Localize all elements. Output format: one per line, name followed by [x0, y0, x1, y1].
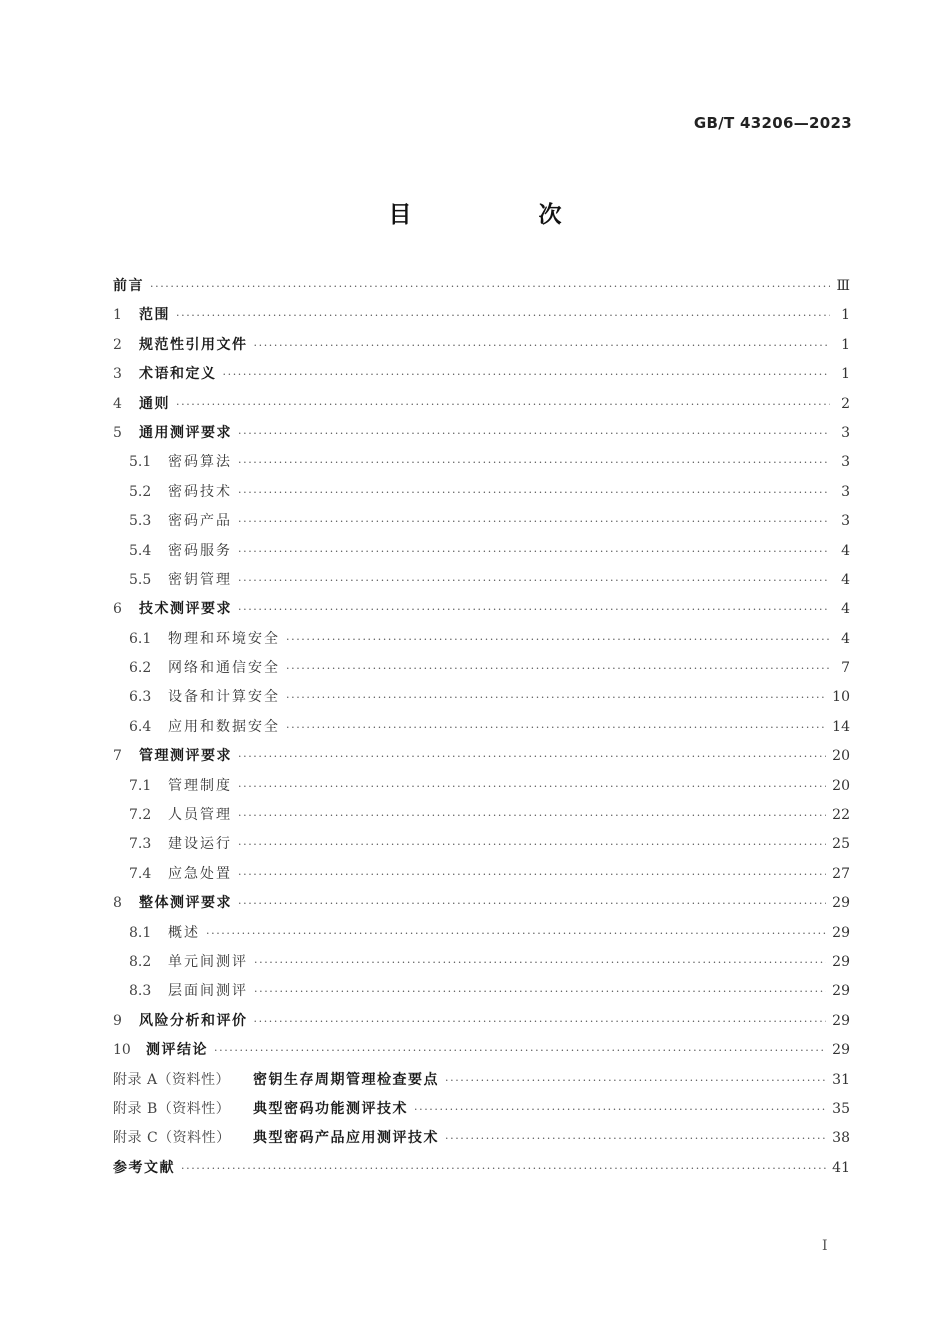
toc-dot-leader [206, 919, 826, 948]
toc-entry-number: 5.3 [129, 513, 152, 530]
toc-entry[interactable] [113, 625, 850, 654]
toc-entry[interactable] [113, 860, 850, 889]
toc-entry-number: 附录 C（资料性） [113, 1130, 231, 1147]
toc-entry-title: 层面间测评 [168, 983, 248, 1000]
toc-entry-page: 29 [832, 953, 850, 970]
toc-entry-page: 3 [841, 483, 850, 500]
toc-entry-number: 3 [113, 366, 122, 383]
toc-entry-title: 技术测评要求 [139, 601, 232, 618]
toc-entry-page: Ⅲ [836, 278, 850, 294]
toc-entry-title: 典型密码产品应用测评技术 [253, 1130, 439, 1147]
toc-entry[interactable] [113, 713, 850, 742]
toc-entry[interactable] [113, 272, 850, 301]
toc-dot-leader [238, 566, 830, 595]
toc-entry-page: 20 [832, 748, 850, 765]
toc-entry-page: 4 [841, 630, 850, 647]
toc-entry-page: 25 [832, 836, 850, 853]
toc-dot-leader [176, 301, 830, 330]
toc-dot-leader [150, 272, 830, 301]
toc-entry[interactable] [113, 390, 850, 419]
toc-entry-title: 整体测评要求 [139, 895, 232, 912]
toc-entry-number: 7 [113, 748, 122, 765]
toc-entry-title: 管理测评要求 [139, 748, 232, 765]
standard-code: GB/T 43206—2023 [693, 114, 852, 132]
toc-entry-number: 7.1 [129, 777, 152, 794]
toc-entry-page: 2 [841, 395, 850, 412]
toc-entry-number: 10 [113, 1042, 131, 1059]
toc-entry[interactable] [113, 478, 850, 507]
toc-entry-number: 8.3 [129, 983, 152, 1000]
toc-entry-title: 密码技术 [168, 483, 232, 500]
toc-dot-leader [254, 1007, 827, 1036]
toc-dot-leader [238, 742, 826, 771]
toc-dot-leader [254, 948, 826, 977]
toc-dot-leader [238, 889, 826, 918]
toc-entry-page: 29 [832, 983, 850, 1000]
toc-entry-title: 通则 [139, 395, 170, 412]
toc-dot-leader [445, 1124, 826, 1153]
toc-entry-title: 管理制度 [168, 777, 232, 794]
toc-entry-title: 风险分析和评价 [139, 1012, 248, 1029]
toc-entry[interactable] [113, 801, 850, 830]
toc-entry-number: 8.1 [129, 924, 152, 941]
toc-entry[interactable] [113, 537, 850, 566]
toc-entry-number: 4 [113, 395, 122, 412]
toc-entry-page: 4 [841, 542, 850, 559]
toc-dot-leader [238, 537, 830, 566]
toc-entry-title: 应急处置 [168, 865, 232, 882]
toc-entry-title: 规范性引用文件 [139, 336, 248, 353]
toc-entry-number: 6.2 [129, 660, 152, 677]
toc-entry-page: 1 [841, 336, 850, 353]
toc-entry[interactable] [113, 360, 850, 389]
toc-entry[interactable] [113, 1066, 850, 1095]
toc-entry[interactable] [113, 683, 850, 712]
toc-entry[interactable] [113, 772, 850, 801]
page-number: Ⅰ [822, 1238, 828, 1254]
toc-entry[interactable] [113, 1095, 850, 1124]
toc-entry-title: 网络和通信安全 [168, 660, 280, 677]
toc-entry-title: 密钥管理 [168, 571, 232, 588]
toc-entry-title: 应用和数据安全 [168, 718, 280, 735]
toc-entry[interactable] [113, 419, 850, 448]
toc-entry[interactable] [113, 1007, 850, 1036]
toc-entry-title: 测评结论 [146, 1042, 208, 1059]
toc-entry-number: 1 [113, 307, 122, 324]
toc-entry-number: 附录 A（资料性） [113, 1071, 231, 1088]
toc-entry-number: 6.3 [129, 689, 152, 706]
toc-entry[interactable] [113, 595, 850, 624]
toc-dot-leader [286, 683, 826, 712]
toc-entry-page: 4 [841, 601, 850, 618]
toc-entry-number: 6.1 [129, 630, 152, 647]
toc-entry-page: 10 [832, 689, 850, 706]
toc-entry-number: 2 [113, 336, 122, 353]
toc-entry-number: 5.4 [129, 542, 152, 559]
toc-dot-leader [238, 595, 830, 624]
toc-entry-page: 20 [832, 777, 850, 794]
toc-dot-leader [238, 507, 830, 536]
toc-entry-page: 27 [832, 865, 850, 882]
toc-dot-leader [214, 1036, 826, 1065]
toc-entry-number: 7.4 [129, 865, 152, 882]
toc-entry[interactable] [113, 1036, 850, 1065]
toc-entry-page: 4 [841, 571, 850, 588]
toc-entry-page: 14 [832, 718, 850, 735]
toc-entry-page: 22 [832, 807, 850, 824]
page-title: 目 次 [388, 202, 614, 228]
toc-entry[interactable] [113, 331, 850, 360]
toc-entry-number: 8.2 [129, 953, 152, 970]
toc-entry-number: 附录 B（资料性） [113, 1100, 231, 1117]
toc-dot-leader [414, 1095, 826, 1124]
toc-entry-page: 1 [841, 307, 850, 324]
toc-dot-leader [286, 625, 830, 654]
toc-entry[interactable] [113, 301, 850, 330]
toc-entry[interactable] [113, 566, 850, 595]
toc-entry[interactable] [113, 830, 850, 859]
toc-entry-page: 29 [832, 1042, 850, 1059]
toc-entry[interactable] [113, 1124, 850, 1153]
toc-entry-number: 8 [113, 895, 122, 912]
toc-dot-leader [238, 448, 830, 477]
table-of-contents [113, 272, 850, 1183]
toc-entry-title: 典型密码功能测评技术 [253, 1100, 408, 1117]
toc-entry-number: 7.3 [129, 836, 152, 853]
toc-dot-leader [238, 478, 830, 507]
toc-entry-page: 1 [841, 366, 850, 383]
toc-entry-number: 5.1 [129, 454, 152, 471]
toc-entry-page: 3 [841, 424, 850, 441]
toc-entry-title: 单元间测评 [168, 953, 248, 970]
toc-entry[interactable] [113, 889, 850, 918]
toc-entry-number: 5.5 [129, 571, 152, 588]
toc-entry-page: 29 [832, 1012, 850, 1029]
toc-entry-number: 5 [113, 424, 122, 441]
toc-entry-title: 范围 [139, 307, 170, 324]
toc-dot-leader [223, 360, 831, 389]
toc-entry-number: 9 [113, 1012, 122, 1029]
toc-entry[interactable] [113, 448, 850, 477]
toc-entry-title: 通用测评要求 [139, 424, 232, 441]
toc-entry-title: 物理和环境安全 [168, 630, 280, 647]
toc-entry-page: 3 [841, 513, 850, 530]
toc-dot-leader [181, 1154, 826, 1183]
toc-entry-title: 概述 [168, 924, 200, 941]
toc-entry-number: 6.4 [129, 718, 152, 735]
toc-dot-leader [286, 713, 826, 742]
toc-entry-number: 5.2 [129, 483, 152, 500]
toc-entry-title: 设备和计算安全 [168, 689, 280, 706]
toc-dot-leader [445, 1066, 826, 1095]
toc-entry[interactable] [113, 507, 850, 536]
toc-dot-leader [238, 772, 826, 801]
toc-entry-title: 人员管理 [168, 807, 232, 824]
toc-dot-leader [238, 419, 830, 448]
toc-dot-leader [254, 977, 826, 1006]
toc-entry-title: 术语和定义 [139, 366, 217, 383]
toc-entry-page: 31 [832, 1071, 850, 1088]
toc-entry-title: 密码算法 [168, 454, 232, 471]
toc-entry-number: 6 [113, 601, 122, 618]
toc-dot-leader [238, 860, 826, 889]
toc-entry-title: 密码产品 [168, 513, 232, 530]
toc-entry-number: 7.2 [129, 807, 152, 824]
toc-dot-leader [238, 801, 826, 830]
toc-entry-page: 3 [841, 454, 850, 471]
toc-entry-page: 7 [841, 660, 850, 677]
toc-entry[interactable] [113, 977, 850, 1006]
toc-dot-leader [254, 331, 831, 360]
toc-entry-page: 29 [832, 924, 850, 941]
toc-entry-page: 29 [832, 895, 850, 912]
toc-entry[interactable] [113, 742, 850, 771]
toc-entry-title: 建设运行 [168, 836, 232, 853]
toc-entry[interactable] [113, 948, 850, 977]
toc-entry-title: 前言 [113, 278, 144, 294]
toc-entry-title: 参考文献 [113, 1159, 175, 1176]
toc-entry[interactable] [113, 919, 850, 948]
toc-dot-leader [176, 390, 830, 419]
toc-dot-leader [238, 830, 826, 859]
toc-entry-title: 密钥生存周期管理检查要点 [253, 1071, 439, 1088]
toc-entry-page: 41 [832, 1159, 850, 1176]
toc-entry-title: 密码服务 [168, 542, 232, 559]
toc-entry-page: 35 [832, 1100, 850, 1117]
toc-entry-page: 38 [832, 1130, 850, 1147]
toc-dot-leader [286, 654, 830, 683]
toc-entry[interactable] [113, 1154, 850, 1183]
toc-entry[interactable] [113, 654, 850, 683]
